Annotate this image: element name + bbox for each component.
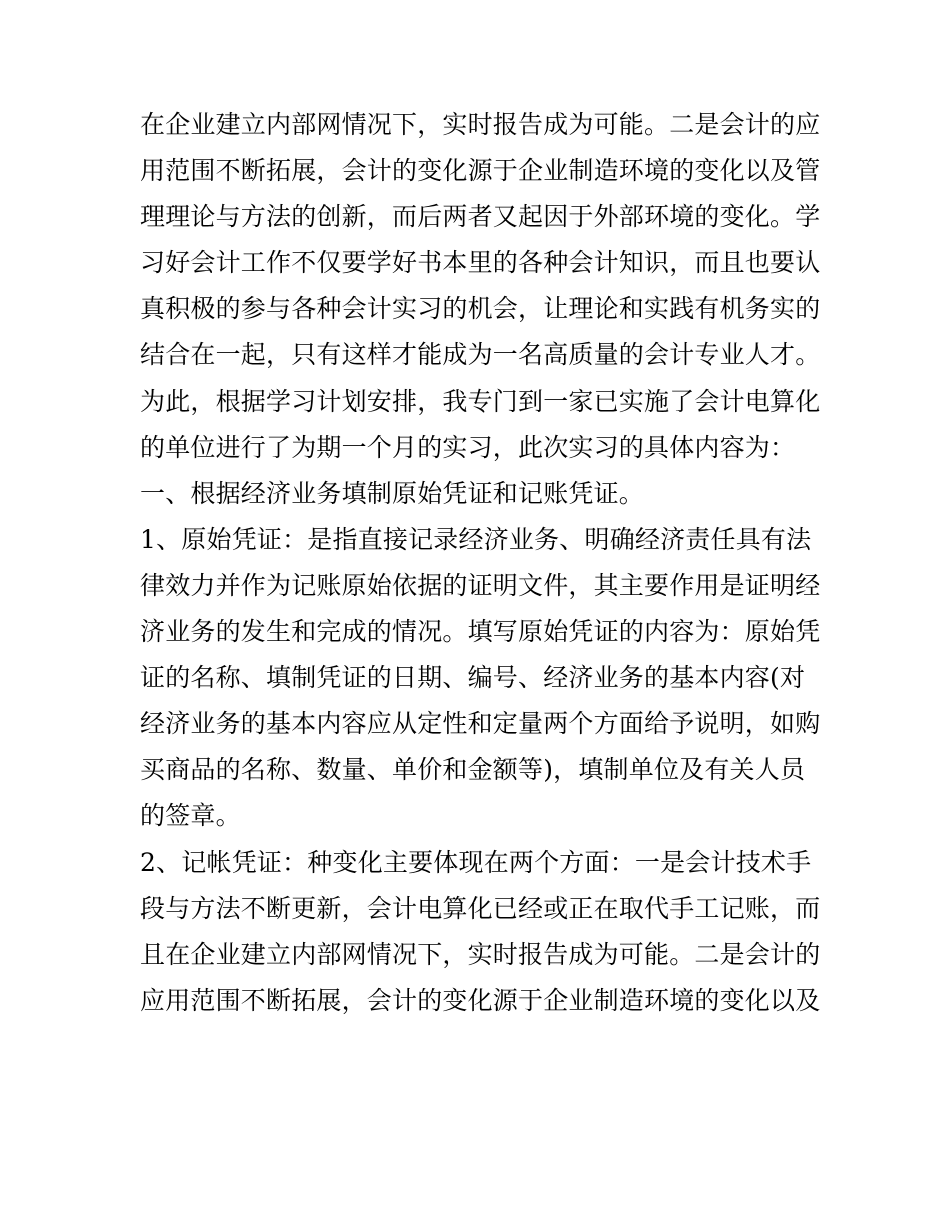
text-line: 且在企业建立内部网情况下，实时报告成为可能。二是会计的 <box>140 939 821 969</box>
text-line: 的签章。 <box>140 801 241 831</box>
text-line: 应用范围不断拓展，会计的变化源于企业制造环境的变化以及 <box>140 985 821 1015</box>
text-line: 结合在一起，只有这样才能成为一名高质量的会计专业人才。 <box>140 340 821 370</box>
text-line: 段与方法不断更新，会计电算化已经或正在取代手工记账，而 <box>140 893 821 923</box>
text-line: 证的名称、填制凭证的日期、编号、经济业务的基本内容(对 <box>140 663 806 693</box>
text-line: 在企业建立内部网情况下，实时报告成为可能。二是会计的应 <box>140 110 821 139</box>
body-text <box>140 102 820 1024</box>
text-line: 的单位进行了为期一个月的实习，此次实习的具体内容为： <box>140 432 796 462</box>
text-line: 真积极的参与各种会计实习的机会，让理论和实践有机务实的 <box>140 294 821 324</box>
text-line: 习好会计工作不仅要学好书本里的各种会计知识，而且也要认 <box>140 248 821 278</box>
text-line: 用范围不断拓展，会计的变化源于企业制造环境的变化以及管 <box>140 156 821 186</box>
text-line: 律效力并作为记账原始依据的证明文件，其主要作用是证明经 <box>140 570 821 600</box>
text-line: 1、原始凭证：是指直接记录经济业务、明确经济责任具有法 <box>140 524 812 554</box>
section-heading: 一、根据经济业务填制原始凭证和记账凭证。 <box>140 478 645 508</box>
text-line: 理理论与方法的创新，而后两者又起因于外部环境的变化。学 <box>140 202 821 232</box>
text-line: 买商品的名称、数量、单价和金额等)，填制单位及有关人员 <box>140 755 806 785</box>
text-line: 济业务的发生和完成的情况。填写原始凭证的内容为：原始凭 <box>140 617 821 647</box>
text-line: 为此，根据学习计划安排，我专门到一家已实施了会计电算化 <box>140 386 821 416</box>
text-line: 2、记帐凭证：种变化主要体现在两个方面：一是会计技术手 <box>140 847 812 877</box>
text-line: 经济业务的基本内容应从定性和定量两个方面给予说明，如购 <box>140 709 821 739</box>
